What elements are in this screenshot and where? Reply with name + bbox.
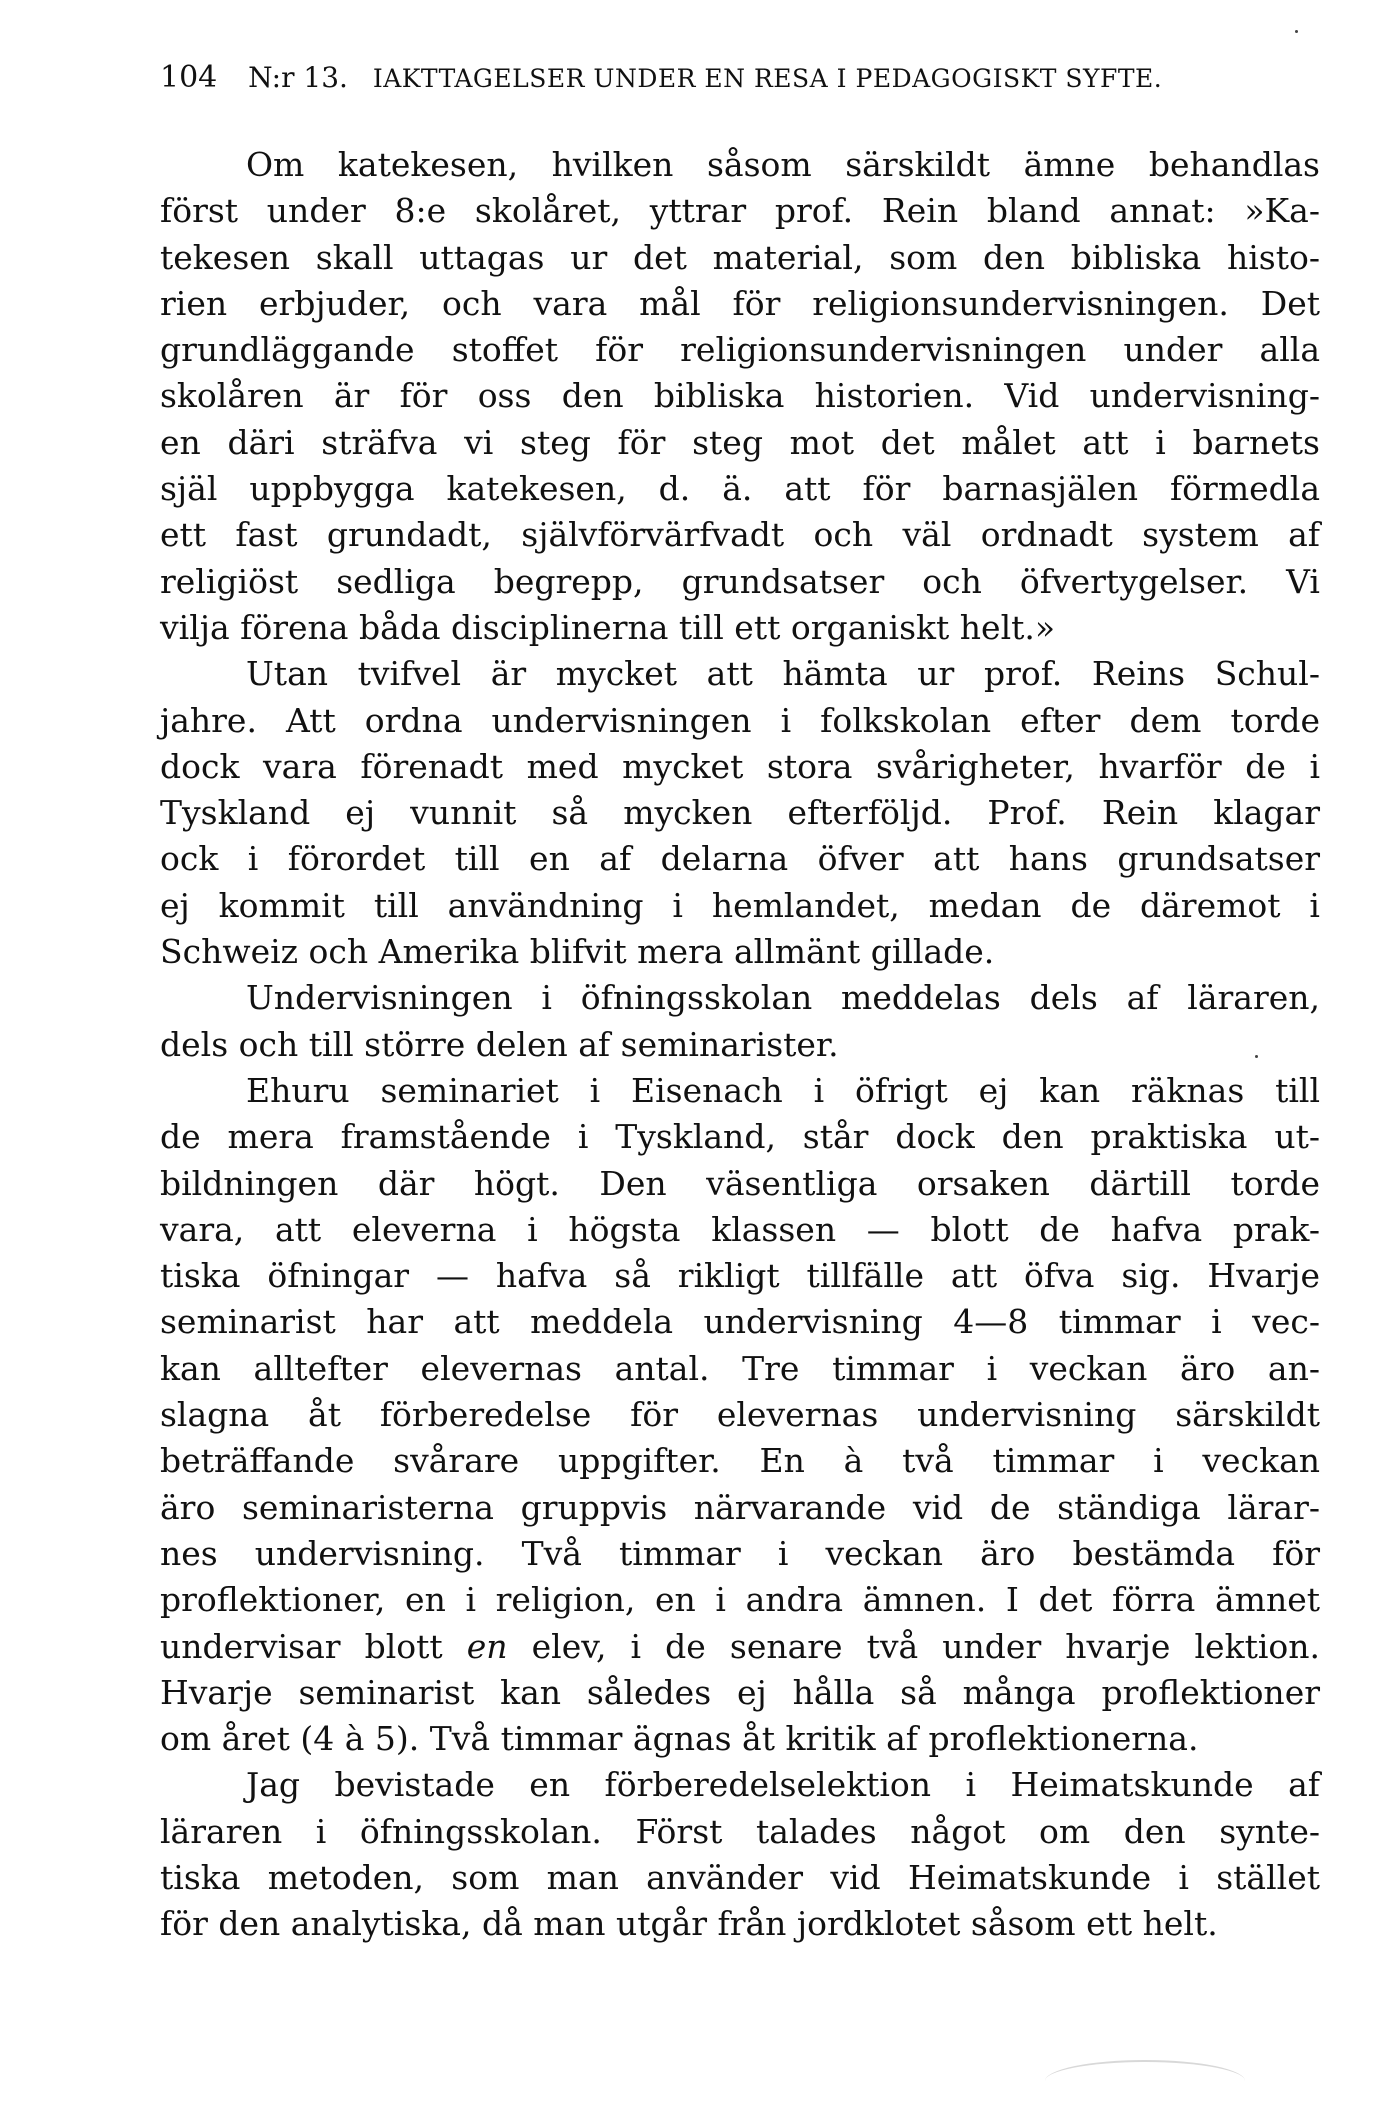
text-line: ett fast grundadt, självförvärfvadt och väl ordnadt system af xyxy=(160,515,1320,555)
paper-speck xyxy=(1295,30,1298,33)
text-line: ock i förordet till en af delarna öfver att hans grundsatser xyxy=(160,839,1320,879)
page-bottom-mark xyxy=(1045,2060,1245,2102)
text-line: själ uppbygga katekesen, d. ä. att för barnasjälen förmedla xyxy=(160,469,1320,509)
emphasized-word: en xyxy=(466,1626,508,1666)
text-segment: elev, i de senare två under hvarje lektion. xyxy=(531,1626,1320,1666)
text-line: Utan tvifvel är mycket att hämta ur prof. Reins Schul- xyxy=(246,654,1320,694)
text-line: vara, att eleverna i högsta klassen — blott de hafva prak- xyxy=(160,1209,1320,1249)
text-line: först under 8:e skolåret, yttrar prof. Rein bland annat: »Ka- xyxy=(160,191,1320,231)
text-line: jahre. Att ordna undervisningen i folkskolan efter dem torde xyxy=(160,700,1320,740)
text-line: slagna åt förberedelse för elevernas undervisning särskildt xyxy=(160,1395,1320,1435)
text-line: seminarist har att meddela undervisning 4—8 timmar i vec- xyxy=(160,1302,1320,1342)
text-line: kan alltefter elevernas antal. Tre timmar i veckan äro an- xyxy=(160,1348,1320,1388)
text-line: dels och till större delen af seminarister. xyxy=(160,1024,839,1064)
text-segment: undervisar blott xyxy=(160,1626,443,1666)
text-line: tiska öfningar — hafva så rikligt tillfälle att öfva sig. Hvarje xyxy=(160,1256,1320,1296)
text-line: bildningen där högt. Den väsentliga orsaken därtill torde xyxy=(160,1163,1320,1203)
text-line: läraren i öfningsskolan. Först talades något om den synte- xyxy=(160,1811,1320,1851)
text-line: vilja förena båda disciplinerna till ett organiskt helt.» xyxy=(160,607,1056,647)
paper-speck xyxy=(1255,1055,1258,1058)
text-line: Tyskland ej vunnit så mycken efterföljd. Prof. Rein klagar xyxy=(160,793,1320,833)
text-line: religiöst sedliga begrepp, grundsatser och öfvertygelser. Vi xyxy=(160,561,1320,601)
text-line: om året (4 à 5). Två timmar ägnas åt kritik af proflektionerna. xyxy=(160,1719,1199,1759)
issue-number: N:r 13. xyxy=(248,61,348,94)
text-line: Hvarje seminarist kan således ej hålla så många proflektioner xyxy=(160,1672,1320,1712)
text-line: tiska metoden, som man använder vid Heimatskunde i stället xyxy=(160,1857,1320,1897)
text-line: för den analytiska, då man utgår från jordklotet såsom ett helt. xyxy=(160,1904,1218,1944)
page-number: 104 xyxy=(160,60,218,95)
text-line: Ehuru seminariet i Eisenach i öfrigt ej kan räknas till xyxy=(246,1070,1320,1110)
text-line: en däri sträfva vi steg för steg mot det målet att i barnets xyxy=(160,422,1320,462)
text-line: rien erbjuder, och vara mål för religionsundervisningen. Det xyxy=(160,283,1320,323)
text-line: Undervisningen i öfningsskolan meddelas dels af läraren, xyxy=(246,978,1320,1018)
body-text xyxy=(160,142,1320,1948)
text-line: beträffande svårare uppgifter. En à två timmar i veckan xyxy=(160,1441,1320,1481)
text-line: tekesen skall uttagas ur det material, som den bibliska histo- xyxy=(160,237,1320,277)
text-line: skolåren är för oss den bibliska historien. Vid undervisning- xyxy=(160,376,1320,416)
text-line: ej kommit till användning i hemlandet, medan de däremot i xyxy=(160,885,1320,925)
text-line-with-emphasis xyxy=(160,1624,1320,1670)
text-line: Schweiz och Amerika blifvit mera allmänt gillade. xyxy=(160,932,995,972)
running-title: IAKTTAGELSER UNDER EN RESA I PEDAGOGISKT SYFTE. xyxy=(372,64,1163,93)
text-line: proflektioner, en i religion, en i andra ämnen. I det förra ämnet xyxy=(160,1580,1320,1620)
text-line: de mera framstående i Tyskland, står dock den praktiska ut- xyxy=(160,1117,1320,1157)
text-line: äro seminaristerna gruppvis närvarande vid de ständiga lärar- xyxy=(160,1487,1320,1527)
text-line: grundläggande stoffet för religionsundervisningen under alla xyxy=(160,330,1320,370)
running-header xyxy=(160,60,1320,95)
text-line: Jag bevistade en förberedelselektion i Heimatskunde af xyxy=(246,1765,1320,1805)
text-line: nes undervisning. Två timmar i veckan äro bestämda för xyxy=(160,1533,1320,1573)
text-line: dock vara förenadt med mycket stora svårigheter, hvarför de i xyxy=(160,746,1320,786)
text-line: Om katekesen, hvilken såsom särskildt ämne behandlas xyxy=(246,145,1320,184)
